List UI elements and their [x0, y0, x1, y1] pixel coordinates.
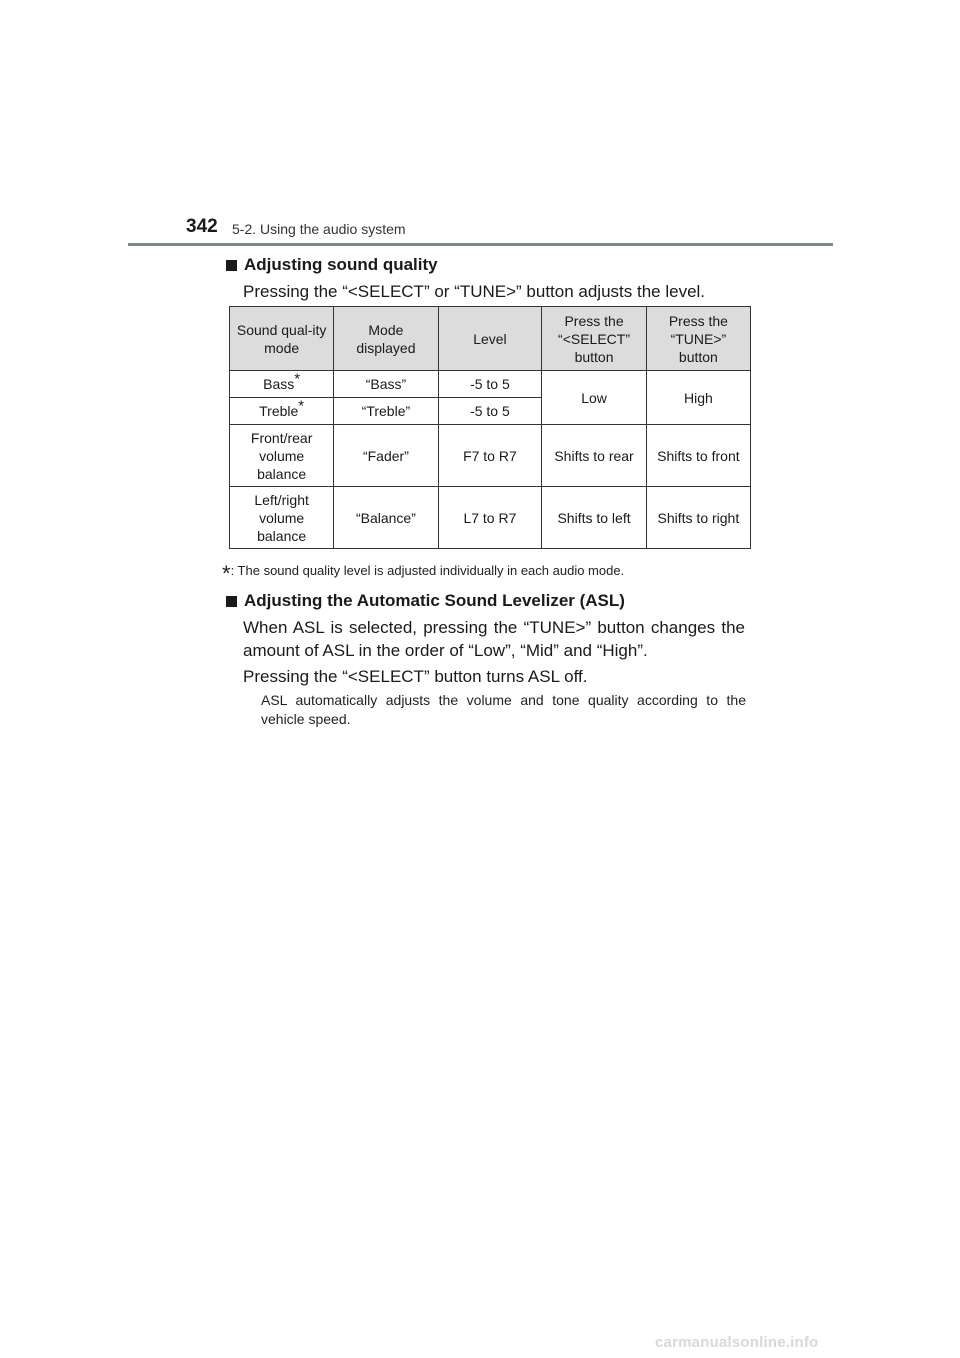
table-cell: -5 to 5	[438, 398, 542, 425]
page-header	[0, 0, 960, 250]
watermark-text: carmanualsonline.info	[655, 1334, 819, 1351]
table-cell: “Balance”	[334, 487, 438, 549]
asterisk-mark: *	[294, 370, 301, 388]
table-cell-mode: Bass*	[230, 371, 334, 398]
asl-paragraph-line: amount of ASL in the order of “Low”, “Mid” and “High”.	[243, 641, 648, 660]
sound-quality-intro: Pressing the “<SELECT” or “TUNE>” button adjusts the level.	[243, 282, 706, 301]
table-cell: L7 to R7	[438, 487, 542, 549]
square-bullet-icon	[226, 596, 237, 607]
asterisk-mark: *	[298, 397, 305, 415]
table-cell: -5 to 5	[438, 371, 542, 398]
table-header: Press the “TUNE>” button	[646, 307, 750, 371]
asl-paragraph-line: When ASL is selected, pressing the “TUNE>” button changes the	[243, 618, 745, 637]
table-footnote	[222, 561, 624, 587]
table-cell: Shifts to right	[646, 487, 750, 549]
heading-text: Adjusting sound quality	[244, 255, 438, 274]
table-row	[230, 371, 751, 398]
heading-sound-quality	[226, 255, 438, 275]
footnote-text: : The sound quality level is adjusted individually in each audio mode.	[230, 563, 625, 578]
table-row	[230, 487, 751, 549]
table-header: Sound qual-ity mode	[230, 307, 334, 371]
table-cell: Shifts to rear	[542, 425, 646, 487]
table-cell-mode: Front/rear volume balance	[230, 425, 334, 487]
section-title: 5-2. Using the audio system	[232, 221, 406, 237]
table-row	[230, 425, 751, 487]
table-cell: “Treble”	[334, 398, 438, 425]
header-divider	[128, 243, 833, 246]
heading-text: Adjusting the Automatic Sound Levelizer (ASL)	[244, 591, 625, 610]
table-cell-merged: High	[646, 371, 750, 425]
page-number: 342	[186, 216, 218, 237]
table-header: Mode displayed	[334, 307, 438, 371]
table-header: Level	[438, 307, 542, 371]
table-cell-merged: Low	[542, 371, 646, 425]
table-cell-mode: Left/right volume balance	[230, 487, 334, 549]
table-cell: Shifts to front	[646, 425, 750, 487]
square-bullet-icon	[226, 260, 237, 271]
table-cell: “Fader”	[334, 425, 438, 487]
table-cell-mode: Treble*	[230, 398, 334, 425]
heading-asl	[226, 591, 625, 611]
sound-quality-table	[229, 306, 751, 549]
asl-note-line: ASL automatically adjusts the volume and tone quality according to the	[261, 692, 746, 708]
table-cell: “Bass”	[334, 371, 438, 398]
table-header-row	[230, 307, 751, 371]
footnote-asterisk: *	[222, 561, 231, 586]
asl-paragraph-line: Pressing the “<SELECT” button turns ASL off.	[243, 667, 588, 686]
table-cell: Shifts to left	[542, 487, 646, 549]
asl-note-line: vehicle speed.	[261, 711, 351, 727]
table-header: Press the “<SELECT” button	[542, 307, 646, 371]
table-cell: F7 to R7	[438, 425, 542, 487]
